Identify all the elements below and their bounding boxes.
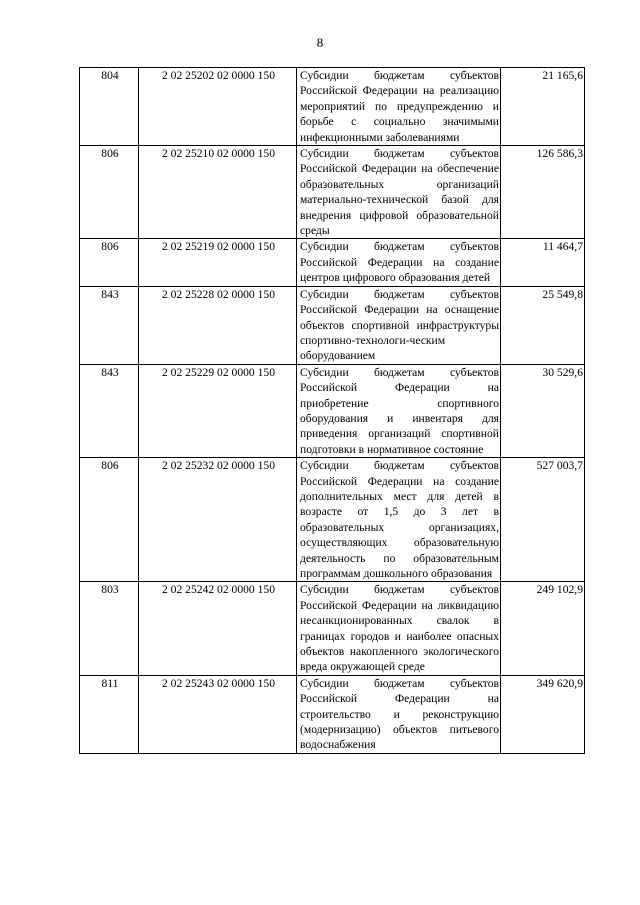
- budget-code-cell: 2 02 25202 02 0000 150: [139, 68, 297, 146]
- admin-code-cell: 843: [80, 286, 139, 364]
- description-cell: Субсидии бюджетам субъектов Российской Федерации на ликвидацию несанкционированных свалок в границах городов и наиболее опасных объектов накопленного экологического вреда окружающей среде: [297, 582, 501, 675]
- admin-code-cell: 843: [80, 364, 139, 457]
- description-cell: Субсидии бюджетам субъектов Российской Федерации на приобретение спортивного оборудования и инвентаря для приведения организаций спортивной подготовки в нормативное состояние: [297, 364, 501, 457]
- admin-code-cell: 806: [80, 458, 139, 582]
- table-row: [80, 458, 585, 582]
- table-row: [80, 286, 585, 364]
- budget-code-cell: 2 02 25232 02 0000 150: [139, 458, 297, 582]
- table-row: [80, 146, 585, 239]
- table-row: [80, 582, 585, 675]
- description-cell: Субсидии бюджетам субъектов Российской Федерации на строительство и реконструкцию (модернизацию) объектов питьевого водоснабжения: [297, 675, 501, 753]
- sum-cell: 30 529,6: [501, 364, 585, 457]
- sum-cell: 11 464,7: [501, 239, 585, 286]
- budget-table: [79, 67, 585, 754]
- sum-cell: 527 003,7: [501, 458, 585, 582]
- page-number: 8: [316, 35, 324, 50]
- admin-code-cell: 811: [80, 675, 139, 753]
- budget-code-cell: 2 02 25242 02 0000 150: [139, 582, 297, 675]
- sum-cell: 126 586,3: [501, 146, 585, 239]
- description-cell: Субсидии бюджетам субъектов Российской Федерации на реализацию мероприятий по предупреждению и борьбе с социально значимыми инфекционными заболеваниями: [297, 68, 501, 146]
- table-row: [80, 68, 585, 146]
- admin-code-cell: 806: [80, 146, 139, 239]
- budget-code-cell: 2 02 25228 02 0000 150: [139, 286, 297, 364]
- budget-code-cell: 2 02 25243 02 0000 150: [139, 675, 297, 753]
- description-cell: Субсидии бюджетам субъектов Российской Федерации на создание центров цифрового образования детей: [297, 239, 501, 286]
- admin-code-cell: 803: [80, 582, 139, 675]
- table-row: [80, 239, 585, 286]
- sum-cell: 249 102,9: [501, 582, 585, 675]
- description-cell: Субсидии бюджетам субъектов Российской Федерации на оснащение объектов спортивной инфраструктуры спортивно-технологи-ческим оборудованием: [297, 286, 501, 364]
- admin-code-cell: 804: [80, 68, 139, 146]
- sum-cell: 25 549,8: [501, 286, 585, 364]
- budget-code-cell: 2 02 25210 02 0000 150: [139, 146, 297, 239]
- table-row: [80, 675, 585, 753]
- budget-table-body: [80, 68, 585, 754]
- table-row: [80, 364, 585, 457]
- budget-code-cell: 2 02 25229 02 0000 150: [139, 364, 297, 457]
- budget-code-cell: 2 02 25219 02 0000 150: [139, 239, 297, 286]
- sum-cell: 349 620,9: [501, 675, 585, 753]
- admin-code-cell: 806: [80, 239, 139, 286]
- description-cell: Субсидии бюджетам субъектов Российской Федерации на обеспечение образовательных организаций материально-технической базой для внедрения цифровой образовательной среды: [297, 146, 501, 239]
- description-cell: Субсидии бюджетам субъектов Российской Федерации на создание дополнительных мест для детей в возрасте от 1,5 до 3 лет в образовательных организациях, осуществляющих образовательную деятельность по образовательным программам дошкольного образования: [297, 458, 501, 582]
- sum-cell: 21 165,6: [501, 68, 585, 146]
